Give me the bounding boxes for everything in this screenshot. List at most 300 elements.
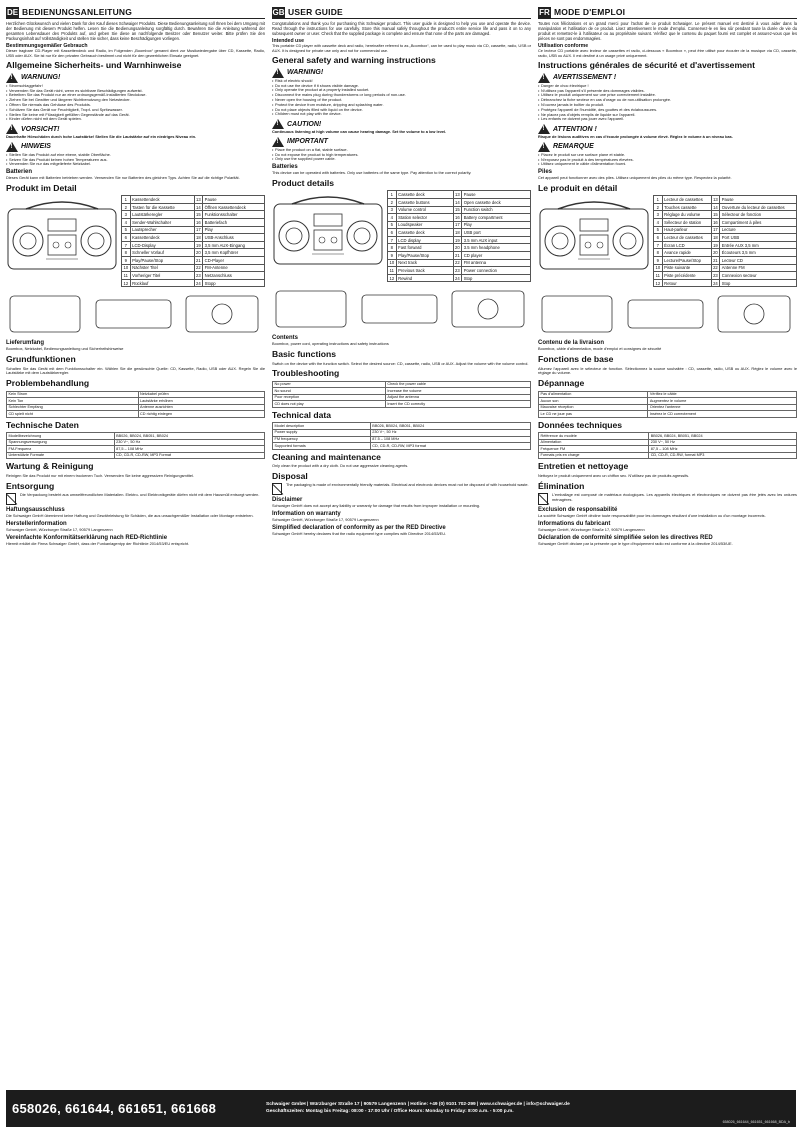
row-value: 87,5 – 108 MHz [649,446,797,453]
part-name: Lecture/Pause/Stop [662,256,711,264]
delivery-text: Boombox, câble d'alimentation, mode d'emploi et consignes de sécurité [538,346,662,352]
list-item: • Placez le produit sur une surface plane et stable. [538,153,797,158]
row-label: Référence du modèle [539,433,649,440]
notes-box [538,142,797,152]
row-value: CD, CD-R, CD-RW, MP3 format [370,443,530,450]
part-number: 3 [122,211,131,219]
part-number: 18 [196,235,201,240]
row-label: Le CD ne joue pas [539,411,648,418]
parts-row [388,221,531,229]
parts-row [654,279,797,287]
warning-label: AVERTISSEMENT ! [553,74,617,82]
part-number: 18 [713,235,718,240]
list-item: • Les enfants ne doivent pas jouer avec l'appareil. [538,117,797,122]
row-value: 87,5 – 108 MHz [114,446,264,453]
part-name: Loudspeaker [396,221,453,229]
row-value: Netzkabel prüfen [138,391,264,398]
boombox-illustration [6,195,118,287]
list-item: • Schützen Sie das Gerät vor Feuchtigkeit, Tropf- und Spritzwasser. [6,108,265,113]
conformity-title: Déclaration de conformité simplifiée selon les directives RED [538,534,713,541]
row-value: 230 V~, 50 Hz [114,439,264,446]
basic-functions-text: Allumez l'appareil avec le sélecteur de fonction. Sélectionnez la source souhaitée : CD, cassette, radio, USB ou AUX. Réglez le volume avec le réglage du volume. [538,365,797,376]
part-name: Volume control [396,206,453,214]
product-title: Le produit en détail [538,182,618,193]
part-name: Écran LCD [662,241,711,249]
part-number: 5 [388,221,397,229]
part-name: Funktionsschalter [203,211,265,219]
part-number: 9 [122,256,131,264]
intended-use-title: Intended use [272,37,304,44]
safety-list [272,79,531,117]
list-item: • Danger de choc électrique ! [538,84,797,89]
parts-row [654,256,797,264]
troubleshooting-title: Troubleshooting [272,368,340,379]
list-item: • Ziehen Sie bei Gewitter und längerer Nichtbenutzung den Netzstecker. [6,98,265,103]
parts-row [122,272,265,280]
notes-box [272,137,531,147]
parts-row [654,241,797,249]
troubleshooting-table [538,391,797,418]
part-name: Fast forward [396,244,453,252]
part-name: 3.5 mm headphone [462,244,531,252]
part-number: 7 [654,241,663,249]
table-row [273,401,531,408]
part-number: 22 [455,260,460,266]
part-name: Touches cassette [662,203,711,211]
part-name: USB port [462,229,531,237]
part-name: Sélecteur de fonction [720,211,797,219]
batteries-text: Dieses Gerät kann mit Batterien betrieben werden. Verwenden Sie nur Batterien des gleichen Typs. Achten Sie auf die richtige Polarität. [6,175,240,181]
row-value: 230 V~, 50 Hz [649,439,797,446]
part-number: 16 [455,214,460,220]
parts-table [121,195,265,287]
row-label: Power supply [273,429,371,436]
disposal-title: Entsorgung [6,480,55,491]
parts-row [654,196,797,204]
list-item: • Protect the device from moisture, dripping and splashing water. [272,103,531,108]
intended-use-text: Ce lecteur CD portable avec lecteur de cassettes et radio, ci-dessous « Boombox », peut être utilisé pour écouter de la musique via CD, cassette, radio, USB ou AUX. Il est destiné à un usage privé uniquement. [538,47,797,58]
parts-table [653,195,797,287]
part-number: 13 [196,197,201,203]
table-row [539,452,797,459]
basic-functions-title: Fonctions de base [538,354,614,365]
part-number: 17 [455,222,460,228]
caution-label: CAUTION! [287,120,322,128]
part-number: 16 [713,219,718,225]
notes-label: REMARQUE [553,143,594,151]
technical-data-body [273,423,531,449]
boombox-illustration [538,195,650,287]
part-number: 10 [655,265,661,271]
parts-row [122,226,265,234]
delivery-title: Contents [272,335,298,342]
technical-data-table [6,432,265,459]
list-item: • Place the product on a flat, stable surface. [272,148,531,153]
part-name: Pause [720,196,797,204]
row-label: Alimentation [539,439,649,446]
safety-title: Allgemeine Sicherheits- und Warnhinweise [6,60,182,71]
part-name: Rücklauf [130,279,194,287]
part-number: 9 [654,256,663,264]
service-text: Schwaiger GmbH, Würzburger Straße 17, 90579 Langenzenn [6,526,113,532]
caution-text: Dauerhafte Hörschäden durch hohe Lautstärke! Stellen Sie die Lautstärke auf ein niedriges Niveau ein. [6,134,197,140]
list-item: • Only use the supplied power cable. [272,157,531,162]
warning-triangle-icon [538,73,550,83]
part-number: 14 [455,199,460,205]
caution-box [538,124,797,134]
part-number: 20 [455,245,460,251]
care-title: Cleaning and maintenance [272,451,381,462]
row-label: Modellbezeichnung [7,433,115,440]
detail-illustration [6,290,265,338]
part-name: Cassette deck [396,229,453,237]
table-row [273,443,531,450]
list-item: • Only operate the product at a properly installed socket. [272,88,531,93]
conformity-text: Schwaiger GmbH déclare par la présente que le type d'équipement radio est conforme à la directive 2014/53/UE. [538,540,733,546]
delivery-title: Contenu de la livraison [538,340,605,347]
troubleshooting-body [273,381,531,407]
parts-row [388,251,531,259]
part-name: Open cassette deck [462,198,531,206]
column-english [272,6,531,1086]
row-label: Model description [273,423,371,430]
list-item: • Kinder dürfen nicht mit dem Gerät spielen. [6,117,265,122]
part-name: LCD display [396,236,453,244]
part-name: Tasten für die Kassette [130,203,194,211]
part-number: 10 [389,260,395,266]
service-title: Information on warranty [272,511,341,518]
language-header [272,6,531,19]
service-text: Schwaiger GmbH, Würzburger Straße 17, 90579 Langenzenn [272,517,379,523]
parts-table [387,190,531,282]
list-item: • Utilisez le produit uniquement sur une prise correctement installée. [538,93,797,98]
list-item: • N'ouvrez jamais le boîtier du produit. [538,103,797,108]
part-name: Sélecteur de station [662,219,711,227]
part-name: Lecteur de cassettes [662,196,711,204]
crossed-bin-icon [272,483,282,495]
disposal-title: Disposal [272,470,308,481]
parts-row [654,226,797,234]
part-name: Play [203,226,265,234]
part-number: 17 [713,227,718,233]
part-name: Battery compartment [462,214,531,222]
caution-text: Risque de lésions auditives en cas d'écoute prolongée à volume élevé. Réglez le volume à un niveau bas. [538,134,733,140]
part-number: 11 [388,267,397,275]
product-figure [6,195,265,287]
part-number: 12 [123,280,129,286]
conformity-title: Vereinfachte Konformitätserklärung nach RED-Richtlinie [6,534,168,541]
part-name: Cassette buttons [396,198,453,206]
part-number: 10 [123,265,129,271]
row-value: BB026, BB024, BB051, BB024 [114,433,264,440]
list-item: • Do not use the device if it shows visible damage. [272,84,531,89]
row-value: Antenne ausrichten [138,404,264,411]
part-name: Netzanschluss [203,272,265,280]
warning-triangle-icon [6,73,18,83]
office-hours: Geschäftszeiten: Montag bis Freitag: 08:00 - 17:00 Uhr / Office Hours: Monday to Friday: 8:00 a.m. - 5:00 p.m. [266,1108,514,1114]
conformity-title: Simplified declaration of conformity as per the RED Directive [272,524,446,531]
technical-data-title: Technical data [272,409,332,420]
part-number: 11 [122,272,131,280]
list-item: • Verwenden Sie das Gerät nicht, wenn es sichtbare Beschädigungen aufweist. [6,89,265,94]
part-name: Stopp [203,279,265,287]
parts-row [654,219,797,227]
part-name: Avance rapide [662,249,711,257]
part-name: 3,5 mm AUX-Eingang [203,241,265,249]
part-name: 3.5 mm AUX input [462,236,531,244]
safety-title: General safety and warning instructions [272,55,436,66]
part-name: Entrée AUX 3,5 mm [720,241,797,249]
parts-row [122,241,265,249]
part-number: 2 [388,198,397,206]
parts-row [122,196,265,204]
row-value: Check the power cable [385,381,530,388]
part-number: 8 [122,249,131,257]
parts-row [122,234,265,242]
part-number: 4 [388,214,397,222]
parts-row [654,249,797,257]
list-item: • N'exposez pas le produit à des températures élevées. [538,158,797,163]
part-name: Rewind [396,274,453,282]
detail-drawing [538,290,797,338]
list-item: • Children must not play with the device. [272,112,531,117]
part-name: Lecteur de cassettes [662,234,711,242]
part-name: Lecture [720,226,797,234]
troubleshooting-body [7,391,265,417]
intro-text: Toutes nos félicitations et un grand merci pour l'achat de ce produit Schwaiger. Le présent manuel est destiné à vous aider dans la manipulation et l'utilisation de ce produit. Lisez attentivement le mode d'emploi. Conservez-le en lieu sûr pendant toute la durée de vie du produit et remettez-le à l'utilisateur ou au propriétaire suivant. Vérifiez que le contenu du paquet fourni est complet et assurez-vous que les pièces ne sont pas endommagées. [538,21,797,41]
product-figure [538,195,797,287]
product-title: Product details [272,177,335,188]
parts-row [654,264,797,272]
crossed-bin-icon [6,493,16,505]
notes-label: IMPORTANT [287,138,328,146]
part-number: 23 [196,272,201,278]
table-row [539,411,797,418]
crossed-bin-icon [538,493,548,505]
liability-title: Disclaimer [272,497,303,504]
intended-use-title: Bestimmungsgemäßer Gebrauch [6,42,88,49]
warning-triangle-icon [272,68,284,78]
batteries-title: Batterien [6,169,33,176]
conformity-text: Hiermit erklärt die Firma Schwaiger GmbH, dass der Funkanlagentyp der Richtlinie 2014/53/EU entspricht. [6,540,190,546]
row-label: Supported formats [273,443,371,450]
list-item: • Stromschlaggefahr! [6,84,265,89]
part-number: 19 [196,242,201,248]
row-value: Vérifiez le câble [648,391,797,398]
notes-list [538,153,797,167]
row-label: FM-Frequenz [7,446,115,453]
disposal-row [538,493,797,505]
list-item: • Do not expose the product to high temperatures. [272,153,531,158]
disposal-title: Élimination [538,480,585,491]
technical-data-body [7,433,265,459]
part-name: Sender-Wahlschalter [130,219,194,227]
parts-table-body [654,196,797,287]
parts-row [654,211,797,219]
notes-list [272,148,531,162]
disposal-row [6,493,265,505]
row-label: Kein Strom [7,391,139,398]
troubleshooting-table [6,391,265,418]
caution-triangle-icon [6,124,18,134]
basic-functions-text: Schalten Sie das Gerät mit dem Funktionsschalter ein. Wählen Sie die gewünschte Quelle: CD, Kassette, Radio, USB oder AUX. Regeln Sie die Lautstärke mit dem Lautstärkeregler. [6,365,265,376]
parts-row [122,219,265,227]
disposal-text: The packaging is made of environmentally friendly materials. Electrical and electronic devices must not be disposed of with household waste. [286,482,529,488]
manual-title: USER GUIDE [288,7,343,17]
row-label: FM frequency [273,436,371,443]
care-title: Wartung & Reinigung [6,461,94,472]
parts-row [654,203,797,211]
row-value: BB026, BB024, BB051, BB024 [370,423,530,430]
service-title: Informations du fabricant [538,520,611,527]
troubleshooting-title: Dépannage [538,378,585,389]
part-name: Vorheriger Titel [130,272,194,280]
part-name: Piste suivante [662,264,711,272]
part-name: Lecteur CD [720,256,797,264]
parts-row [654,272,797,280]
language-badge: FR [539,7,550,17]
part-number: 8 [654,249,663,257]
parts-row [388,244,531,252]
notes-list [6,153,265,167]
part-name: Haut-parleur [662,226,711,234]
parts-row [388,198,531,206]
row-value: Insert the CD correctly [385,401,530,408]
list-item: • Verwenden Sie nur das mitgelieferte Netzkabel. [6,162,265,167]
list-item: • Débranchez la fiche secteur en cas d'orage ou de non-utilisation prolongée. [538,98,797,103]
technical-data-body [539,433,797,459]
part-number: 1 [122,196,131,204]
boombox-drawing [6,195,118,287]
part-name: Cassette deck [396,191,453,199]
row-label: CD spielt nicht [7,411,139,418]
caution-triangle-icon [272,119,284,129]
part-name: Schneller Vorlauf [130,249,194,257]
batteries-title: Piles [538,169,553,176]
part-name: Pause [203,196,265,204]
parts-row [388,236,531,244]
row-label: Kein Ton [7,398,139,405]
technical-data-title: Données techniques [538,419,623,430]
part-number: 5 [122,226,131,234]
part-name: Port USB [720,234,797,242]
list-item: • N'utilisez pas l'appareil s'il présente des dommages visibles. [538,89,797,94]
part-name: Function switch [462,206,531,214]
row-label: Spannungsversorgung [7,439,115,446]
manual-title: BEDIENUNGSANLEITUNG [22,7,133,17]
caution-label: VORSICHT! [21,125,60,133]
part-name: Play [462,221,531,229]
list-item: • Risk of electric shock! [272,79,531,84]
info-icon [538,142,550,152]
intro-text: Herzlichen Glückwunsch und vielen Dank für den Kauf dieses Schwaiger Produkts. Diese Bedienungsanleitung soll Ihnen bei dem Umgang mit der Bedienung mit diesem Produkt helfen. Lesen Sie die Bedienungsanleitung sorgfältig durch. Bewahren Sie die Anleitung während der gesamten Lebensdauer des Produkts auf, und geben Sie diese an nachfolgende Besitzer oder Benutzer weiter. Bitte prüfen Sie den Packungsinhalt auf Vollständigkeit und stellen Sie sicher, dass keine Beschädigungen vorliegen. [6,21,265,41]
parts-row [388,229,531,237]
liability-text: La société Schwaiger GmbH décline toute responsabilité pour les dommages résultant d'une installation ou d'un montage incorrects. [538,513,766,519]
info-icon [272,137,284,147]
parts-row [122,203,265,211]
part-name: Kassettendeck [130,234,194,242]
part-number: 24 [455,275,460,281]
troubleshooting-body [539,391,797,417]
part-name: Pause [462,191,531,199]
safety-list [6,84,265,122]
part-number: 6 [122,234,131,242]
technical-data-table [538,432,797,459]
part-name: FM-Antenne [203,264,265,272]
boombox-illustration [272,190,384,282]
intended-use-text: Dieser tragbare CD-Player mit Kassettendeck und Radio, im Folgenden „Boombox“ genannt dient zur Musikwiedergabe über CD, Kassette, Radio, USB oder AUX. Sie ist nur für den privaten Gebrauch bestimmt und nicht für den gewerblichen Einsatz geeignet. [6,47,265,58]
part-number: 15 [455,207,460,213]
part-name: FM antenna [462,259,531,267]
row-label: Poor reception [273,394,386,401]
liability-text: Schwaiger GmbH does not accept any liability or warranty for damage that results from improper installation or mounting. [272,503,481,509]
part-name: CD player [462,251,531,259]
part-number: 24 [196,280,201,286]
delivery-text: Boombox, Netzkabel, Bedienungsanleitung und Sicherheitshinweise [6,346,124,352]
part-name: Antenne FM [720,264,797,272]
part-name: Lautsprecher [130,226,194,234]
row-value: 230 V~, 50 Hz [370,429,530,436]
parts-table-body [388,191,531,282]
row-value: Augmentez le volume [648,398,797,405]
row-value: Lautstärke erhöhen [138,398,264,405]
part-number: 13 [455,192,460,198]
table-row [7,411,265,418]
part-number: 20 [713,250,718,256]
safety-title: Instructions générales de sécurité et d'avertissement [538,60,755,71]
part-name: Play/Pause/Stop [130,256,194,264]
part-name: Batteriefach [203,219,265,227]
contact-line: Schwaiger GmbH | Würzburger Straße 17 | 90579 Langenzenn | Hotline: +49 (0) 9101 702-299 | www.schwaiger.de | info@schwaiger.de [266,1101,570,1107]
table-row [7,452,265,459]
part-name: Next track [396,259,453,267]
list-item: • Disconnect the mains plug during thunderstorms or long periods of non-use. [272,93,531,98]
basic-functions-title: Grundfunktionen [6,354,76,365]
manual-title: MODE D'EMPLOI [554,7,626,17]
conformity-text: Schwaiger GmbH hereby declares that the radio equipment type complies with Directive 2014/53/EU. [272,530,447,536]
language-header [6,6,265,19]
caution-text: Continuous listening at high volume can cause hearing damage. Set the volume to a low level. [272,129,447,135]
list-item: • Setzen Sie das Produkt keinen hohen Temperaturen aus. [6,158,265,163]
list-item: • Protégez l'appareil de l'humidité, des gouttes et des éclaboussures. [538,108,797,113]
batteries-text: Cet appareil peut fonctionner avec des piles. Utilisez uniquement des piles du même type. Respectez la polarité. [538,175,732,181]
parts-row [122,211,265,219]
part-name: Retour [662,279,711,287]
part-name: Kassettendeck [130,196,194,204]
liability-text: Die Schwaiger GmbH übernimmt keine Haftung und Gewährleistung für Schäden, die aus unsachgemäßer Installation oder Montage entstehen. [6,513,254,519]
basic-functions-text: Switch on the device with the function switch. Select the desired source: CD, cassette, radio, USB or AUX. Adjust the volume with the volume control. [272,360,529,366]
row-value: 87.5 – 108 MHz [370,436,530,443]
caution-triangle-icon [538,124,550,134]
part-name: Ouverture du lecteur de cassettes [720,203,797,211]
notes-label: HINWEIS [21,143,51,151]
intended-use-title: Utilisation conforme [538,42,589,49]
detail-illustration [538,290,797,338]
part-number: 6 [654,234,663,242]
row-value: Increase the volume [385,388,530,395]
part-number: 14 [196,204,201,210]
parts-row [388,191,531,199]
language-header [538,6,797,19]
caution-label: ATTENTION ! [553,125,597,133]
language-badge: GB [272,7,285,17]
footer-bar [6,1090,796,1127]
part-number: 19 [713,242,718,248]
part-number: 9 [388,251,397,259]
liability-title: Haftungsausschluss [6,507,65,514]
part-number: 4 [122,219,131,227]
parts-row [122,249,265,257]
